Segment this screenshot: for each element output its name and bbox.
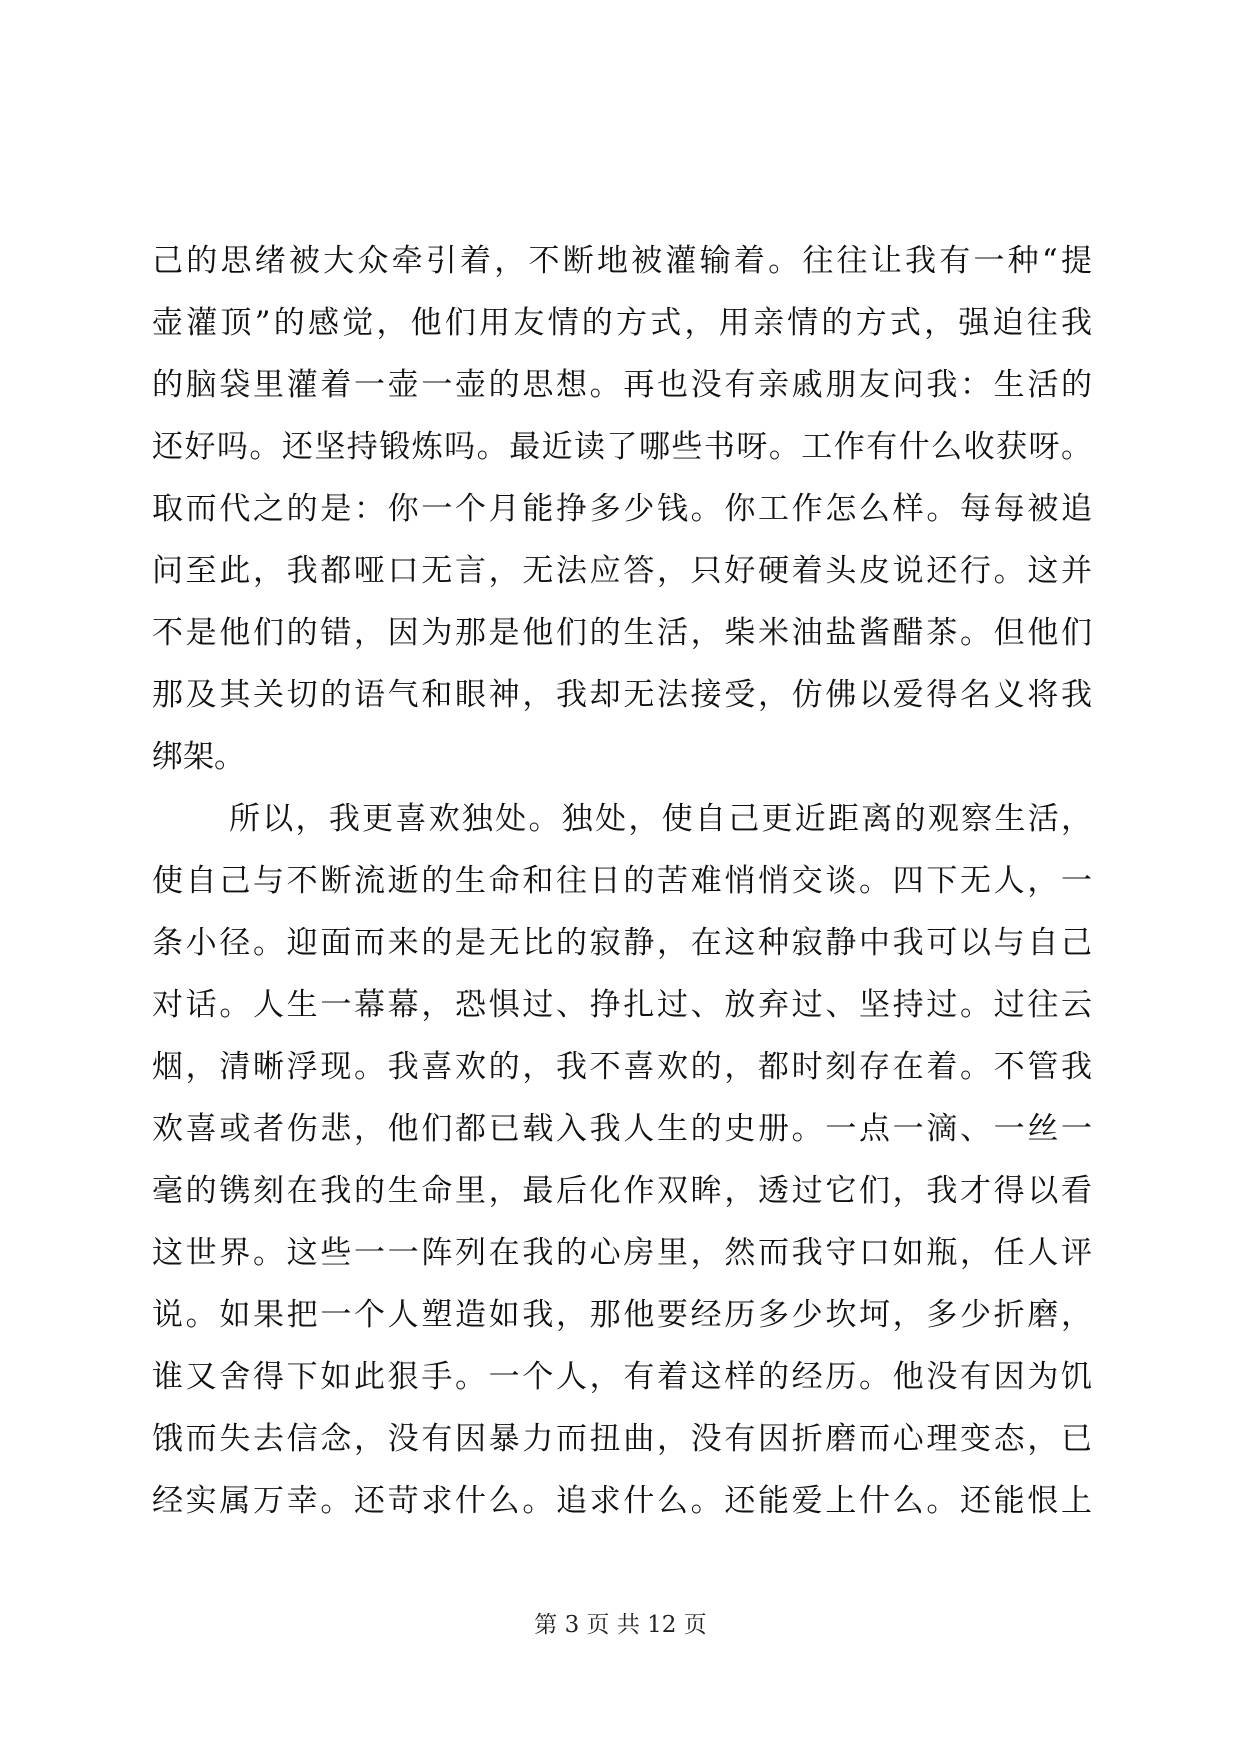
text-line: 壶灌顶”的感觉，他们用友情的方式，用亲情的方式，强迫往我	[152, 305, 1092, 341]
text-line: 的脑袋里灌着一壶一壶的思想。再也没有亲戚朋友问我：生活的	[152, 367, 1092, 403]
page-number-footer: 第 3 页 共 12 页	[534, 1612, 707, 1638]
text-line: 己的思绪被大众牵引着，不断地被灌输着。往往让我有一种“提	[152, 243, 1092, 279]
text-line: 毫的镌刻在我的生命里，最后化作双眸，透过它们，我才得以看	[152, 1173, 1092, 1209]
text-line: 取而代之的是：你一个月能挣多少钱。你工作怎么样。每每被追	[152, 491, 1092, 527]
text-line: 经实属万幸。还苛求什么。追求什么。还能爱上什么。还能恨上	[152, 1483, 1092, 1519]
text-line: 绑架。	[152, 739, 245, 775]
text-line: 还好吗。还坚持锻炼吗。最近读了哪些书呀。工作有什么收获呀。	[152, 429, 1092, 465]
text-line: 所以，我更喜欢独处。独处，使自己更近距离的观察生活，	[229, 801, 1092, 837]
text-line: 不是他们的错，因为那是他们的生活，柴米油盐酱醋茶。但他们	[152, 615, 1092, 651]
text-line: 对话。人生一幕幕，恐惧过、挣扎过、放弃过、坚持过。过往云	[152, 987, 1092, 1023]
text-line: 这世界。这些一一阵列在我的心房里，然而我守口如瓶，任人评	[152, 1235, 1092, 1271]
text-line: 谁又舍得下如此狠手。一个人，有着这样的经历。他没有因为饥	[152, 1359, 1092, 1395]
text-line: 饿而失去信念，没有因暴力而扭曲，没有因折磨而心理变态，已	[152, 1421, 1092, 1457]
text-line: 条小径。迎面而来的是无比的寂静，在这种寂静中我可以与自己	[152, 925, 1092, 961]
body-text	[152, 230, 1092, 1532]
text-line: 说。如果把一个人塑造如我，那他要经历多少坎坷，多少折磨，	[152, 1297, 1092, 1333]
text-line: 问至此，我都哑口无言，无法应答，只好硬着头皮说还行。这并	[152, 553, 1092, 589]
text-line: 使自己与不断流逝的生命和往日的苦难悄悄交谈。四下无人，一	[152, 863, 1092, 899]
text-line: 烟，清晰浮现。我喜欢的，我不喜欢的，都时刻存在着。不管我	[152, 1049, 1092, 1085]
text-line: 欢喜或者伤悲，他们都已载入我人生的史册。一点一滴、一丝一	[152, 1111, 1092, 1147]
text-line: 那及其关切的语气和眼神，我却无法接受，仿佛以爱得名义将我	[152, 677, 1092, 713]
